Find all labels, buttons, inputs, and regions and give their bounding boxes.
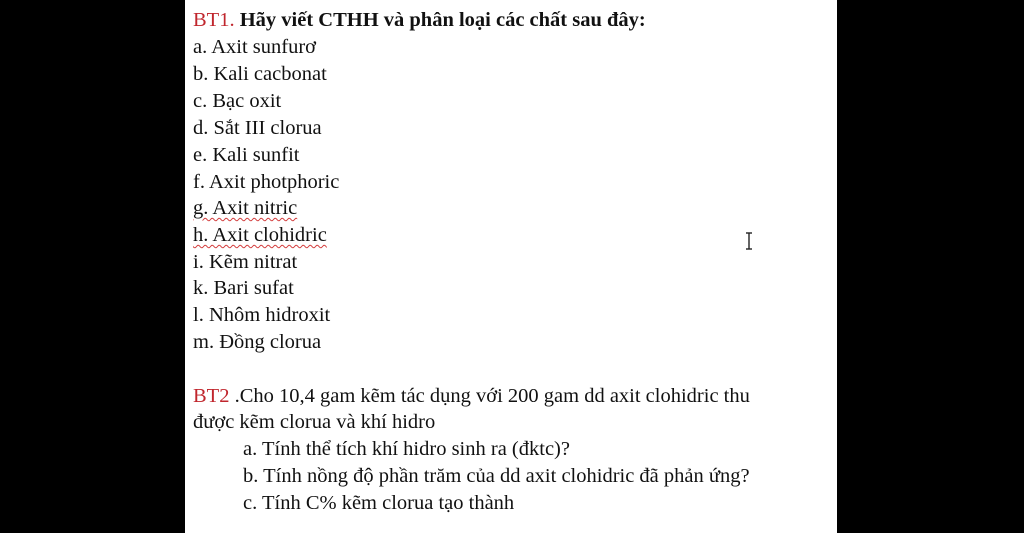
document-page [185, 0, 837, 533]
bt2-question-b: b. Tính nồng độ phần trăm của dd axit clohidric đã phản ứng? [243, 465, 750, 487]
bt1-item-m: m. Đồng clorua [193, 331, 322, 353]
bt1-item-l: l. Nhôm hidroxit [193, 304, 331, 326]
bt1-item-e: e. Kali sunfit [193, 144, 300, 166]
bt1-item-b: b. Kali cacbonat [193, 63, 327, 85]
bt1-item-k: k. Bari sufat [193, 277, 294, 299]
bt2-line-1 [193, 384, 750, 408]
bt2-line-2: được kẽm clorua và khí hidro [193, 411, 436, 433]
bt2-label: BT2 [193, 385, 230, 407]
bt1-item-g: g. Axit nitric [193, 197, 298, 219]
bt1-item-i: i. Kẽm nitrat [193, 251, 298, 273]
bt1-item-c: c. Bạc oxit [193, 90, 282, 112]
bt1-item-h: h. Axit clohidric [193, 224, 327, 246]
bt1-item-a: a. Axit sunfurơ [193, 36, 317, 58]
bt2-line-1-text: .Cho 10,4 gam kẽm tác dụng với 200 gam dd axit clohidric thu [229, 385, 750, 407]
bt1-item-f: f. Axit photphoric [193, 171, 340, 193]
bt1-item-d: d. Sắt III clorua [193, 117, 322, 139]
bt2-question-a: a. Tính thể tích khí hidro sinh ra (đktc)? [243, 438, 570, 460]
bt1-heading-text: Hãy viết CTHH và phân loại các chất sau đây: [239, 9, 646, 31]
bt1-heading [193, 8, 646, 32]
bt2-question-c: c. Tính C% kẽm clorua tạo thành [243, 492, 515, 514]
text-cursor-icon [744, 231, 754, 251]
bt1-label: BT1. [193, 9, 235, 31]
